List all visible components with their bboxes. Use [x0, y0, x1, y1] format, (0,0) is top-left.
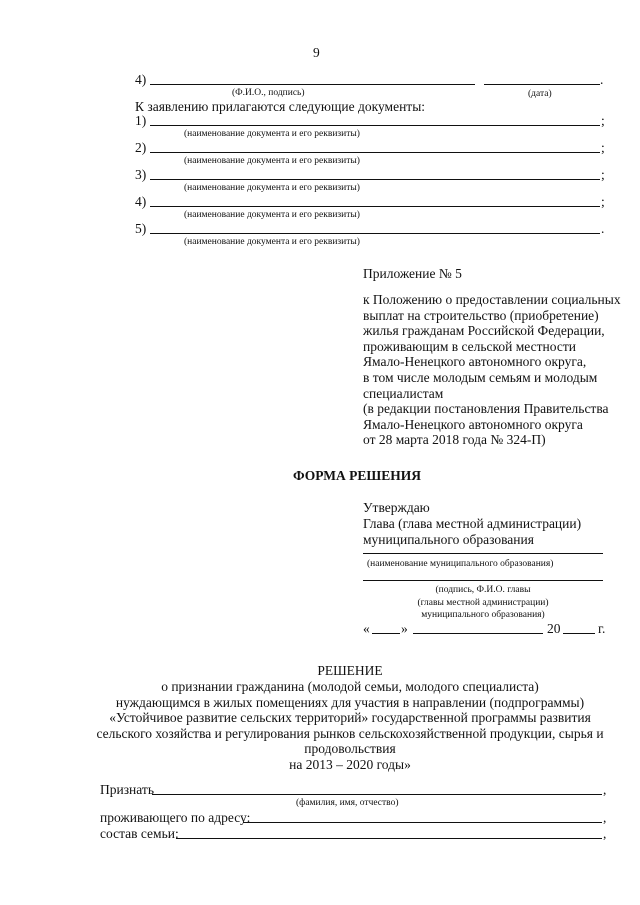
date-year-line	[563, 633, 595, 634]
municipality-line	[363, 553, 603, 554]
decision-title: РЕШЕНИЕ	[317, 663, 383, 678]
document-number: 5)	[135, 221, 147, 236]
date-caption: (дата)	[528, 89, 552, 99]
recognize-line[interactable]	[152, 794, 602, 795]
appendix-line: в том числе молодым семьям и молодым	[363, 369, 598, 385]
form-title: ФОРМА РЕШЕНИЯ	[293, 468, 421, 483]
date-suffix: г.	[598, 621, 606, 636]
fio-caption: (Ф.И.О., подпись)	[232, 88, 305, 98]
document-end: ;	[601, 167, 605, 182]
decision-line: сельского хозяйства и регулирования рынков сельскохозяйственной продукции, сырья и	[96, 725, 604, 741]
document-caption: (наименование документа и его реквизиты)	[184, 237, 360, 247]
document-end: ;	[601, 140, 605, 155]
caption-line: муниципального образования)	[421, 610, 545, 620]
document-caption: (наименование документа и его реквизиты)	[184, 210, 360, 220]
appendix-line: выплат на строительство (приобретение)	[363, 307, 599, 323]
appendix-text	[363, 292, 621, 448]
appendix-line: Ямало-Ненецкого автономного округа,	[363, 354, 587, 370]
decision-text	[60, 679, 640, 773]
approval-text	[363, 500, 581, 548]
document-end: ;	[601, 194, 605, 209]
document-number: 4)	[135, 194, 147, 209]
appendix-line: специалистам	[363, 385, 444, 401]
approval-line: муниципального образования	[363, 532, 534, 547]
head-signature-caption	[363, 584, 603, 622]
document-caption: (наименование документа и его реквизиты)	[184, 156, 360, 166]
appendix-line: Ямало-Ненецкого автономного округа	[363, 416, 583, 432]
head-signature-line	[363, 580, 603, 581]
document-number: 2)	[135, 140, 147, 155]
document-line	[150, 233, 600, 234]
decision-line: «Устойчивое развитие сельских территорий» государственной программы развития	[109, 710, 591, 726]
appendix-line: жилья гражданам Российской Федерации,	[363, 323, 605, 339]
address-label: проживающего по адресу:	[100, 810, 251, 825]
document-line	[150, 206, 600, 207]
caption-line: (подпись, Ф.И.О. главы	[435, 585, 531, 595]
date-close-quote: »	[401, 621, 408, 636]
decision-line: продовольствия	[304, 741, 396, 757]
approval-line: Глава (глава местной администрации)	[363, 516, 582, 531]
document-line	[150, 152, 600, 153]
date-line	[484, 84, 600, 85]
appendix-title: Приложение № 5	[363, 266, 462, 281]
recognize-label: Признать	[100, 782, 154, 797]
family-end: ,	[603, 826, 607, 841]
signature-row-number: 4)	[135, 72, 147, 87]
family-label: состав семьи:	[100, 826, 179, 841]
document-number: 1)	[135, 113, 147, 128]
caption-line: (главы местной администрации)	[417, 597, 549, 608]
recognize-end: ,	[603, 782, 607, 797]
page-number: 9	[313, 45, 320, 60]
recognize-caption: (фамилия, имя, отчество)	[296, 798, 399, 808]
decision-line: о признании гражданина (молодой семьи, молодого специалиста)	[161, 679, 539, 694]
appendix-line: (в редакции постановления Правительства	[363, 401, 609, 417]
decision-line: на 2013 – 2020 годы»	[289, 756, 411, 772]
appendix-line: проживающим в сельской местности	[363, 338, 576, 354]
document-line	[150, 125, 600, 126]
approval-line: Утверждаю	[363, 500, 430, 515]
fio-signature-line	[150, 84, 475, 85]
date-open-quote: «	[363, 621, 370, 636]
document-end: ;	[601, 113, 605, 128]
date-day-line	[372, 633, 400, 634]
document-caption: (наименование документа и его реквизиты)	[184, 183, 360, 193]
appendix-line: от 28 марта 2018 года № 324-П)	[363, 432, 546, 448]
address-line[interactable]	[243, 822, 602, 823]
attached-heading: К заявлению прилагаются следующие документы:	[135, 99, 426, 114]
appendix-line: к Положению о предоставлении социальных	[363, 292, 621, 307]
date-month-line	[413, 633, 543, 634]
document-caption: (наименование документа и его реквизиты)	[184, 129, 360, 139]
document-line	[150, 179, 600, 180]
date-century: 20	[547, 621, 561, 636]
signature-row-end: .	[600, 72, 604, 87]
municipality-caption: (наименование муниципального образования)	[367, 559, 554, 569]
decision-line: нуждающимся в жилых помещениях для участия в направлении (подпрограммы)	[115, 694, 585, 710]
document-end: .	[601, 221, 605, 236]
address-end: ,	[603, 810, 607, 825]
family-line[interactable]	[176, 838, 602, 839]
document-number: 3)	[135, 167, 147, 182]
